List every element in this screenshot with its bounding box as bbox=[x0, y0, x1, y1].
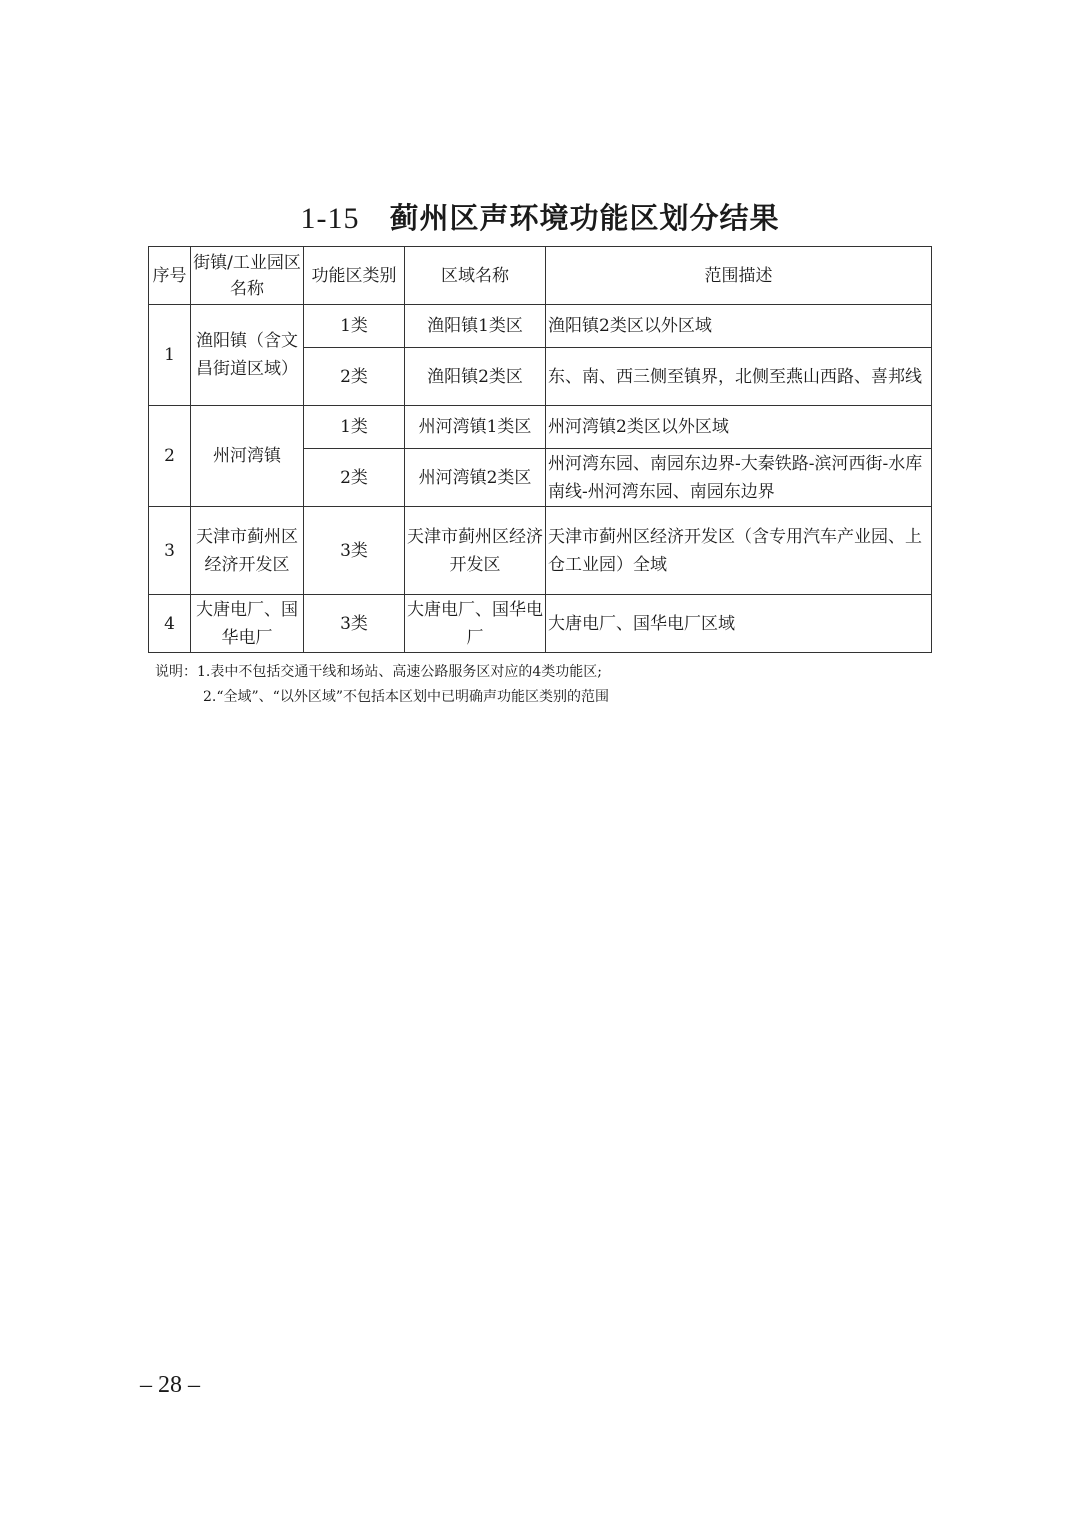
header-category: 功能区类别 bbox=[304, 247, 405, 305]
cell-seq: 2 bbox=[149, 406, 191, 507]
cell-area: 州河湾镇2类区 bbox=[405, 449, 546, 507]
table-row bbox=[149, 507, 932, 595]
cell-area: 大唐电厂、国华电厂 bbox=[405, 595, 546, 653]
page-number: – 28 – bbox=[140, 1372, 200, 1398]
cell-town: 州河湾镇 bbox=[191, 406, 304, 507]
cell-category: 2类 bbox=[304, 449, 405, 507]
cell-category: 1类 bbox=[304, 406, 405, 449]
cell-town: 大唐电厂、国华电厂 bbox=[191, 595, 304, 653]
header-scope: 范围描述 bbox=[546, 247, 932, 305]
cell-category: 1类 bbox=[304, 305, 405, 348]
table-row bbox=[149, 595, 932, 653]
header-seq: 序号 bbox=[149, 247, 191, 305]
cell-scope: 东、南、西三侧至镇界，北侧至燕山西路、喜邦线 bbox=[546, 348, 932, 406]
header-town: 街镇/工业园区名称 bbox=[191, 247, 304, 305]
cell-scope: 天津市蓟州区经济开发区（含专用汽车产业园、上仓工业园）全域 bbox=[546, 507, 932, 595]
cell-area: 天津市蓟州区经济开发区 bbox=[405, 507, 546, 595]
zoning-table bbox=[148, 246, 932, 653]
table-title-text: 蓟州区声环境功能区划分结果 bbox=[389, 201, 780, 235]
cell-scope: 大唐电厂、国华电厂区域 bbox=[546, 595, 932, 653]
table-number: 1-15 bbox=[300, 202, 360, 235]
cell-category: 3类 bbox=[304, 507, 405, 595]
cell-scope: 渔阳镇2类区以外区域 bbox=[546, 305, 932, 348]
cell-category: 3类 bbox=[304, 595, 405, 653]
cell-category: 2类 bbox=[304, 348, 405, 406]
cell-seq: 3 bbox=[149, 507, 191, 595]
note-1: 说明：1.表中不包括交通干线和场站、高速公路服务区对应的4类功能区; bbox=[155, 664, 602, 680]
cell-area: 渔阳镇2类区 bbox=[405, 348, 546, 406]
cell-town: 天津市蓟州区经济开发区 bbox=[191, 507, 304, 595]
header-row bbox=[149, 247, 932, 305]
cell-seq: 1 bbox=[149, 305, 191, 406]
table-notes bbox=[155, 660, 935, 710]
cell-scope: 州河湾东园、南园东边界-大秦铁路-滨河西街-水库南线-州河湾东园、南园东边界 bbox=[546, 449, 932, 507]
cell-area: 州河湾镇1类区 bbox=[405, 406, 546, 449]
table-row bbox=[149, 406, 932, 449]
cell-scope: 州河湾镇2类区以外区域 bbox=[546, 406, 932, 449]
cell-area: 渔阳镇1类区 bbox=[405, 305, 546, 348]
table-row bbox=[149, 305, 932, 348]
cell-seq: 4 bbox=[149, 595, 191, 653]
table-title bbox=[0, 196, 1080, 237]
cell-town: 渔阳镇（含文昌街道区域） bbox=[191, 305, 304, 406]
header-area: 区域名称 bbox=[405, 247, 546, 305]
note-2: 2.“全域”、“以外区域”不包括本区划中已明确声功能区类别的范围 bbox=[203, 689, 609, 705]
